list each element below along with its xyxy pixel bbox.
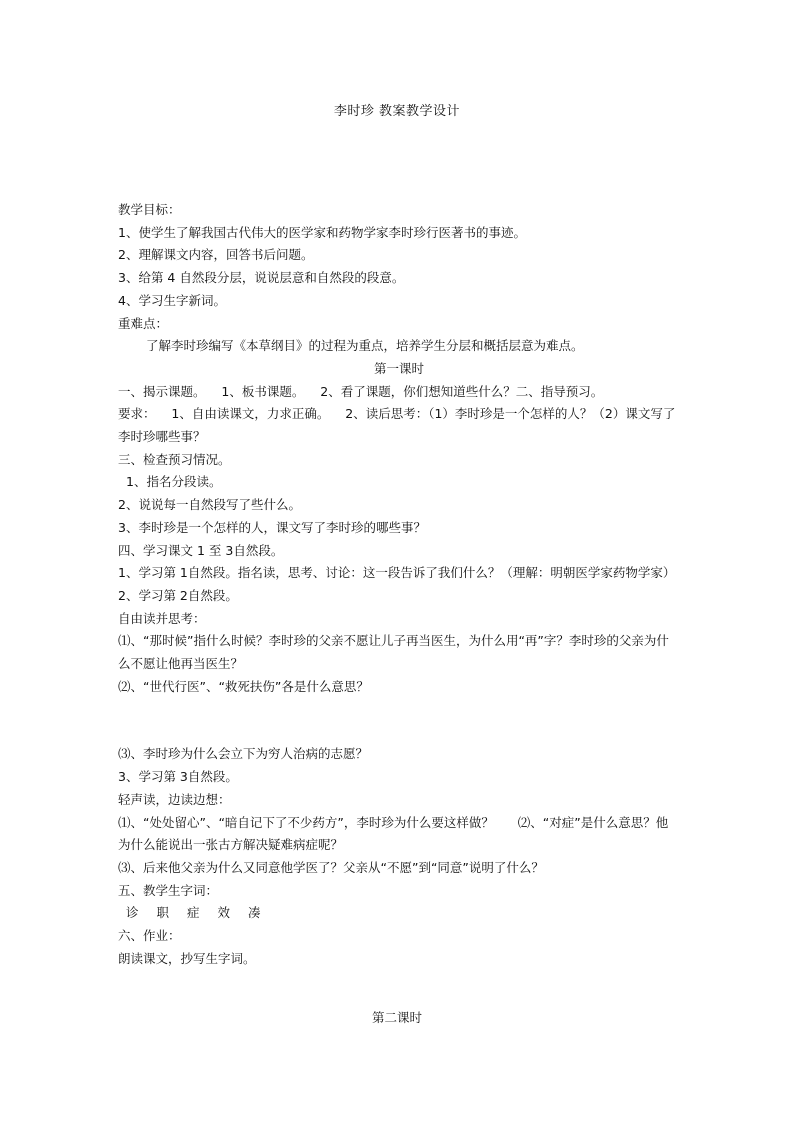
lesson-two-heading: 第二课时 <box>371 1010 422 1025</box>
step-four-1: 1、学习第 1自然段。指名读，思考、讨论：这一段告诉了我们什么？（理解：明朝医学家药物学家） <box>118 565 676 581</box>
heading-key-points: 重难点： <box>118 315 169 331</box>
step-four-3: 3、学习第 3自然段。 <box>118 769 238 785</box>
char-item: 诊 <box>126 905 139 921</box>
step-three: 三、检查预习情况。 <box>118 451 231 467</box>
question-1: ⑴、“那时候”指什么时候？李时珍的父亲不愿让儿子再当医生，为什么用“再”字？李时珍的父亲为什么不愿让他再当医生？ <box>118 633 669 672</box>
step-three-2: 2、说说每一自然段写了些什么。 <box>118 497 301 513</box>
objective-3: 3、给第 4 自然段分层，说说层意和自然段的段意。 <box>118 270 405 286</box>
char-item: 职 <box>156 905 170 921</box>
document-title: 李时珍 教案教学设计 <box>333 104 461 119</box>
char-item: 效 <box>217 905 231 921</box>
homework: 朗读课文，抄写生字词。 <box>118 950 256 966</box>
requirements: 要求： 1、自由读课文，力求正确。 2、读后思考：（1）李时珍是一个怎样的人？（2）课文写了李时珍哪些事？ <box>118 406 676 445</box>
objective-2: 2、理解课文内容，回答书后问题。 <box>118 247 314 263</box>
step-four: 四、学习课文 1 至 3自然段。 <box>118 542 284 558</box>
free-reading: 自由读并思考： <box>118 610 206 626</box>
question-b3: ⑶、后来他父亲为什么又同意他学医了？父亲从“不愿”到“同意”说明了什么？ <box>118 859 544 875</box>
objective-1: 1、使学生了解我国古代伟大的医学家和药物学家李时珍行医著书的事迹。 <box>118 224 526 240</box>
char-item: 凑 <box>248 905 261 921</box>
objective-4: 4、学习生字新词。 <box>118 292 226 308</box>
soft-reading: 轻声读，边读边想： <box>118 791 231 807</box>
step-six: 六、作业： <box>118 928 181 944</box>
lesson-one-heading: 第一课时 <box>373 360 424 376</box>
step-one: 一、揭示课题。 1、板书课题。 2、看了课题，你们想知道些什么？二、指导预习。 <box>118 383 604 399</box>
heading-objectives: 教学目标： <box>118 202 181 217</box>
blank-space <box>118 698 680 743</box>
step-four-2: 2、学习第 2自然段。 <box>118 587 238 603</box>
char-item: 症 <box>187 905 200 921</box>
question-3: ⑶、李时珍为什么会立下为穷人治病的志愿？ <box>118 746 369 762</box>
step-five: 五、教学生字词： <box>118 882 219 898</box>
question-b1: ⑴、“处处留心”、“暗自记下了不少药方”，李时珍为什么要这样做？ ⑵、“对症”是什么意思？他为什么能说出一张古方解决疑难病症呢？ <box>118 814 669 853</box>
new-characters <box>118 902 680 925</box>
document-body <box>118 199 680 971</box>
step-three-1: 1、指名分段读。 <box>126 474 222 490</box>
question-2: ⑵、“世代行医”、“救死扶伤”各是什么意思？ <box>118 678 369 694</box>
key-points-text: 了解李时珍编写《本草纲目》的过程为重点，培养学生分层和概括层意为难点。 <box>146 338 584 354</box>
step-three-3: 3、李时珍是一个怎样的人，课文写了李时珍的哪些事？ <box>118 519 426 535</box>
